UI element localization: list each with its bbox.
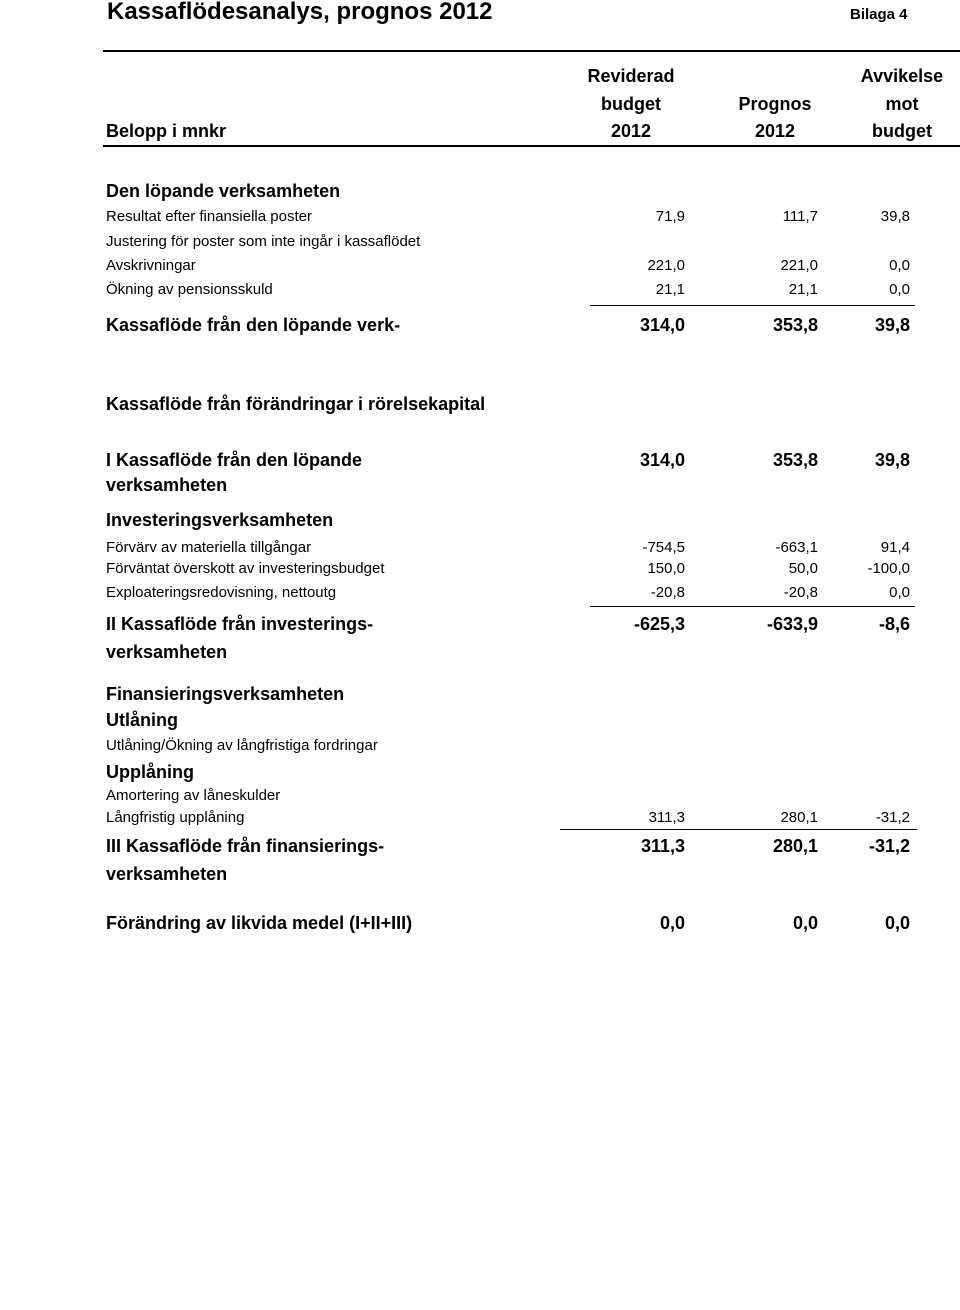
- financing-total-label-line2: verksamheten: [106, 864, 228, 884]
- row-v1: 71,9: [655, 208, 685, 225]
- col2-header-line2: 2012: [754, 121, 796, 141]
- row-v2: 280,1: [780, 809, 818, 826]
- row-v2: 111,7: [782, 208, 818, 225]
- financing-total-label-line1: III Kassaflöde från finansierings-: [106, 836, 385, 856]
- row-label: Förvärv av materiella tillgångar: [106, 539, 312, 556]
- cash-change-v2: 0,0: [792, 913, 818, 933]
- row-v3: 39,8: [880, 208, 910, 225]
- row-v3: 0,0: [889, 257, 910, 274]
- title-rule: [103, 50, 960, 52]
- page-title: Kassaflödesanalys, prognos 2012: [107, 0, 493, 25]
- financing-heading: Finansieringsverksamheten: [106, 684, 345, 704]
- col1-header-line2: budget: [601, 94, 661, 114]
- operating-total-v3: 39,8: [874, 315, 910, 335]
- appendix-label: Bilaga 4: [850, 6, 908, 23]
- summary-i-v1: 314,0: [639, 450, 685, 470]
- row-v1: 150,0: [647, 560, 685, 577]
- investing-total-v3: -8,6: [878, 614, 910, 634]
- subtotal-line: [590, 606, 915, 607]
- row-label: Långfristig upplåning: [106, 809, 245, 826]
- operating-total-v2: 353,8: [772, 315, 818, 335]
- row-v2: -663,1: [775, 539, 818, 556]
- investing-total-label-line2: verksamheten: [106, 642, 228, 662]
- row-v2: -20,8: [783, 584, 818, 601]
- col3-header-line2: mot: [885, 94, 919, 114]
- col1-header-line1: Reviderad: [587, 66, 675, 86]
- summary-i-label-line2: verksamheten: [106, 475, 228, 495]
- financing-total-v3: -31,2: [868, 836, 910, 856]
- col2-header-line1: Prognos: [738, 94, 812, 114]
- investing-total-v2: -633,9: [766, 614, 818, 634]
- cash-change-v1: 0,0: [659, 913, 685, 933]
- header-rule: [103, 145, 960, 147]
- col3-header-line1: Avvikelse: [860, 66, 944, 86]
- row-label: Utlåning/Ökning av långfristiga fordringar: [106, 737, 378, 754]
- row-v3: 0,0: [889, 584, 910, 601]
- amount-unit-label: Belopp i mnkr: [106, 121, 227, 141]
- row-v3: -100,0: [867, 560, 910, 577]
- summary-i-label-line1: I Kassaflöde från den löpande: [106, 450, 363, 470]
- row-v3: 91,4: [880, 539, 910, 556]
- summary-i-v2: 353,8: [772, 450, 818, 470]
- investing-heading: Investeringsverksamheten: [106, 510, 334, 530]
- row-v3: -31,2: [875, 809, 910, 826]
- investing-total-v1: -625,3: [633, 614, 685, 634]
- row-label: Exploateringsredovisning, nettoutg: [106, 584, 337, 601]
- row-v2: 21,1: [788, 281, 818, 298]
- row-v2: 50,0: [788, 560, 818, 577]
- working-capital-heading: Kassaflöde från förändringar i rörelsekapital: [106, 394, 486, 414]
- row-v1: 311,3: [648, 809, 685, 826]
- borrowing-heading: Upplåning: [106, 762, 194, 782]
- row-v2: 221,0: [780, 257, 818, 274]
- row-v1: -754,5: [642, 539, 685, 556]
- lending-heading: Utlåning: [106, 710, 178, 730]
- operating-total-v1: 314,0: [639, 315, 685, 335]
- row-label: Amortering av låneskulder: [106, 787, 281, 804]
- col3-header-line3: budget: [872, 121, 932, 141]
- summary-i-v3: 39,8: [874, 450, 910, 470]
- operating-total-label: Kassaflöde från den löpande verk-: [106, 315, 401, 335]
- row-v1: 221,0: [647, 257, 685, 274]
- col1-header-line3: 2012: [610, 121, 652, 141]
- cash-change-v3: 0,0: [884, 913, 910, 933]
- financing-total-v1: 311,3: [640, 836, 685, 856]
- financing-total-v2: 280,1: [772, 836, 818, 856]
- row-label: Förväntat överskott av investeringsbudget: [106, 560, 385, 577]
- row-label: Ökning av pensionsskuld: [106, 281, 273, 298]
- cash-change-label: Förändring av likvida medel (I+II+III): [106, 913, 413, 933]
- operating-heading: Den löpande verksamheten: [106, 181, 341, 201]
- row-v1: 21,1: [655, 281, 685, 298]
- row-label: Resultat efter finansiella poster: [106, 208, 312, 225]
- row-label: Justering för poster som inte ingår i kassaflödet: [106, 233, 421, 250]
- investing-total-label-line1: II Kassaflöde från investerings-: [106, 614, 374, 634]
- row-v1: -20,8: [650, 584, 685, 601]
- row-v3: 0,0: [889, 281, 910, 298]
- subtotal-line: [590, 305, 915, 306]
- subtotal-line: [560, 829, 917, 830]
- row-label: Avskrivningar: [106, 257, 196, 274]
